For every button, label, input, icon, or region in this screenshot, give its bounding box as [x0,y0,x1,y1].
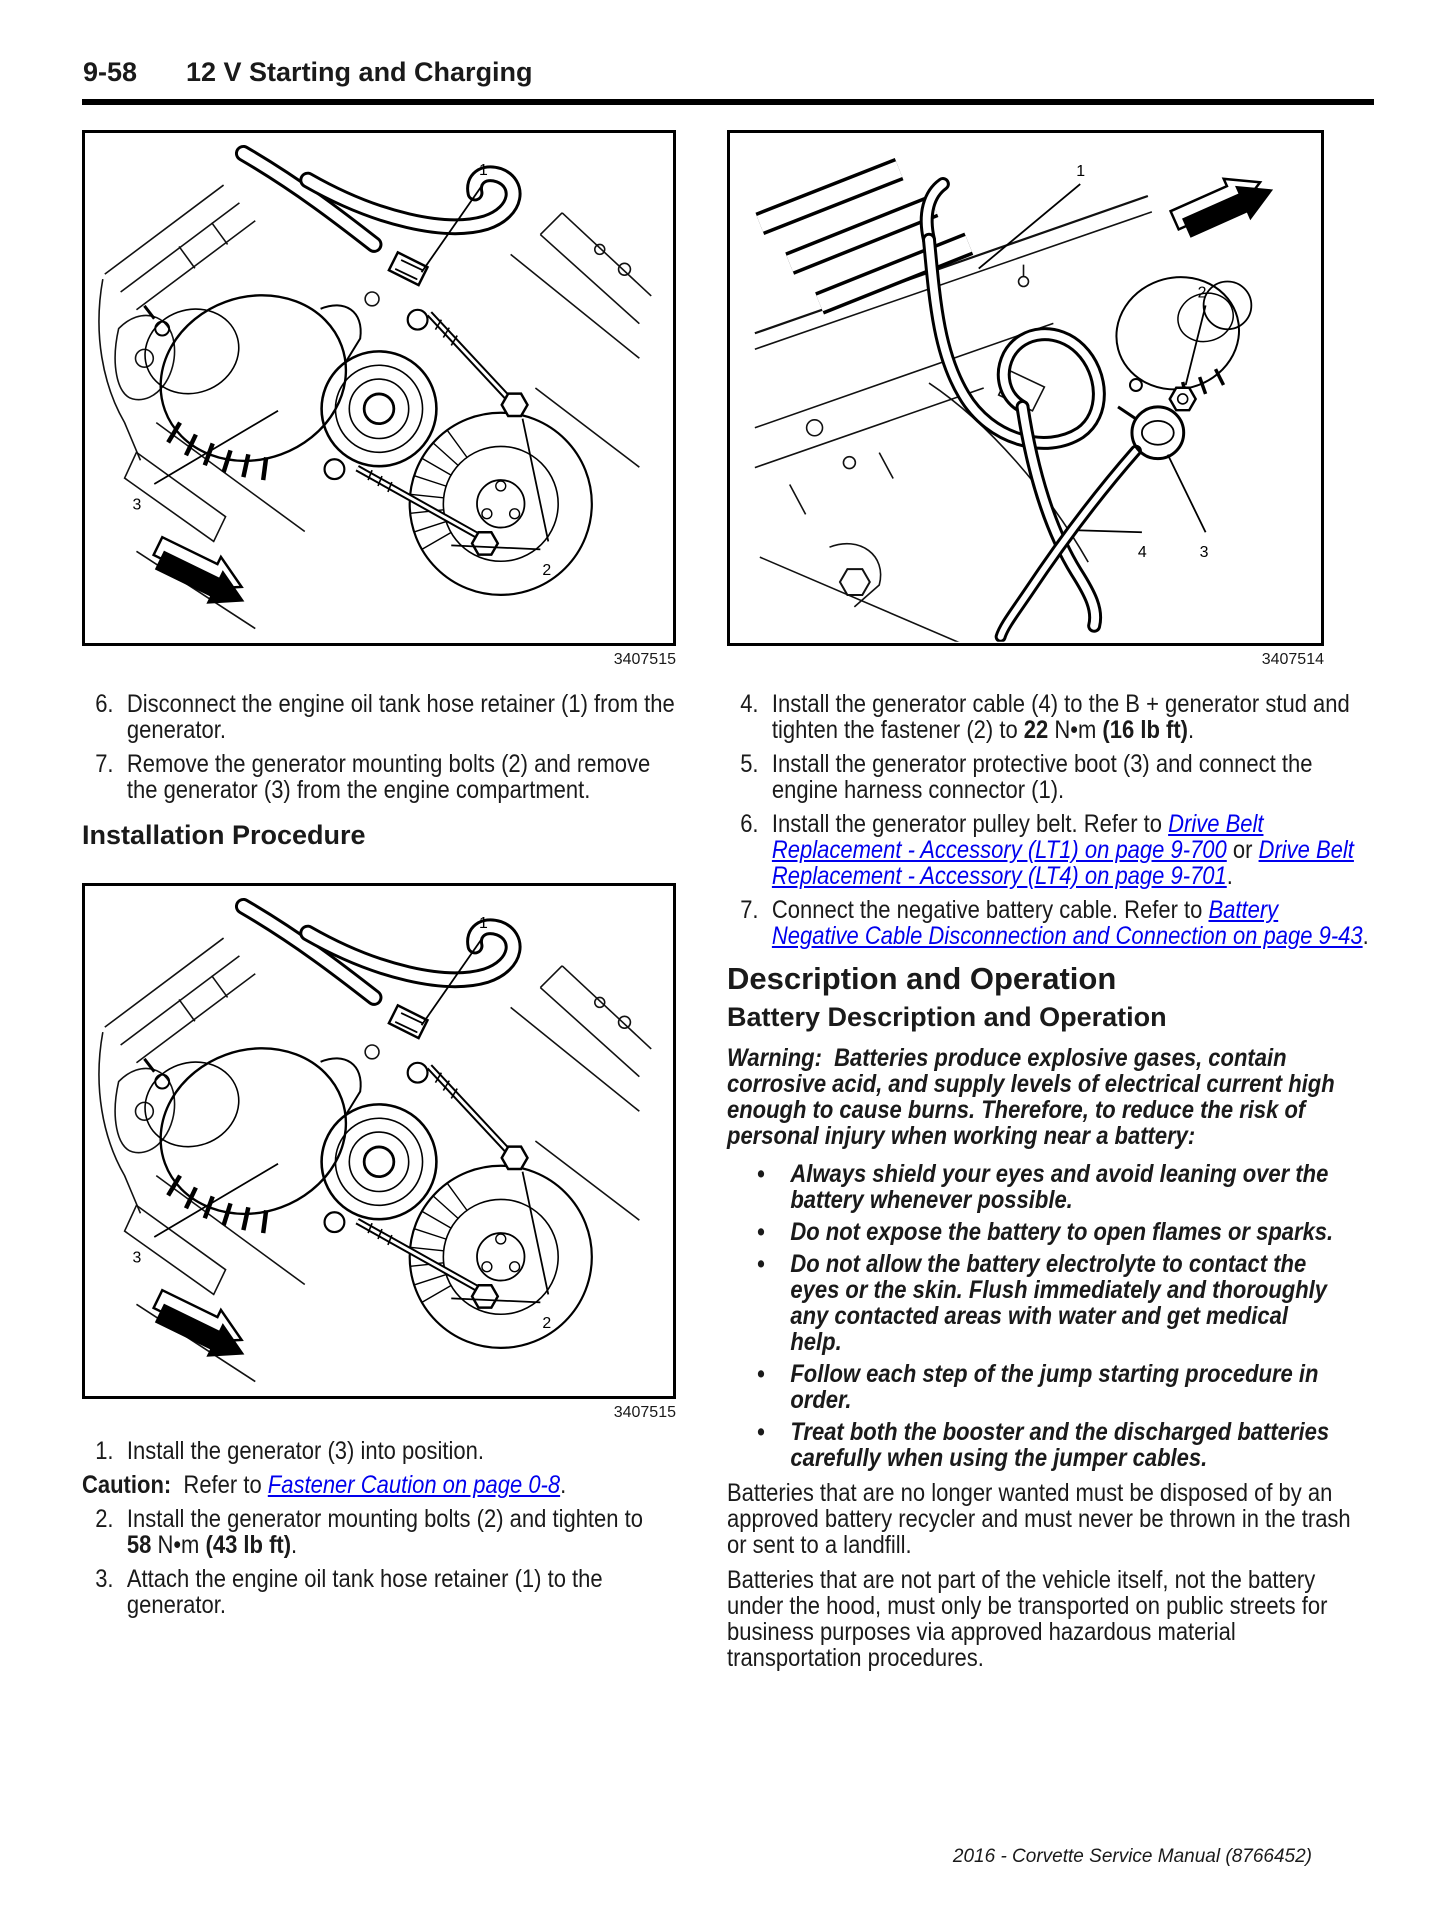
step-7 [82,751,676,803]
page-title: 12 V Starting and Charging [186,57,533,87]
figure-cable [727,130,1324,669]
text-run: Install the generator protective boot (3) and connect the engine harness connector (1). [771,750,1313,804]
step-number: 2. [95,1505,114,1533]
caution-note [82,1472,676,1498]
step-number: 3. [95,1565,114,1593]
warning-bullet: • Follow each step of the jump starting procedure in order. [727,1361,1369,1413]
step-number: 5. [740,750,759,778]
emphasized-text: (16 lb ft) [1102,716,1188,744]
generator-removal-illustration [85,133,673,643]
reference-link[interactable]: Drive Belt Replacement - Accessory (LT1) on page 9-700 [771,810,1264,864]
text-run: Refer to [171,1471,268,1499]
bullet-marker: • [756,1250,765,1278]
text-run: . [1362,922,1369,950]
generator-install-illustration [85,886,673,1396]
step-5 [727,751,1369,803]
text-run: N•m [151,1531,206,1559]
text-run: . [1187,716,1195,744]
warning-bullet: • Always shield your eyes and avoid leaning over the battery whenever possible. [727,1161,1369,1213]
step-text [127,751,676,803]
warning-bullet-list [727,1161,1369,1471]
bullet-marker: • [756,1160,765,1188]
step-text [772,691,1370,743]
step-7 [727,897,1369,949]
emphasized-text: Caution: [82,1471,172,1499]
step-number: 7. [740,896,759,924]
step-text [127,691,676,743]
figure-removal [82,130,676,669]
text-run: or [1226,836,1259,864]
figure-number: 3407514 [1261,651,1324,668]
battery-warning-text: Warning: Batteries produce explosive gases, contain corrosive acid, and supply levels of electrical current high enough to cause burns. Therefore, to reduce the risk of personal injury when working near a battery: [727,1044,1335,1150]
battery-disposal-paragraph: Batteries that are no longer wanted must be disposed of by an approved battery recycler and must never be thrown in the trash or sent to a landfill. [727,1479,1351,1559]
step-number: 6. [95,690,114,718]
bullet-marker: • [756,1218,765,1246]
bullet-marker: • [756,1360,765,1388]
figure-cable-frame [727,130,1324,646]
step-number: 1. [95,1437,114,1465]
text-run: Install the generator cable (4) to the B + generator stud and tighten the fastener (2) to [771,690,1350,744]
step-text [772,811,1370,889]
installation-steps [82,1438,676,1618]
reference-link[interactable]: Drive Belt Replacement - Accessory (LT4) on page 9-701 [771,836,1354,890]
generator-cable-illustration [730,133,1321,643]
figure-number: 3407515 [613,651,676,668]
battery-transport-paragraph: Batteries that are not part of the vehicle itself, not the battery under the hood, must only be transported on public streets for business purposes via approved hazardous material transportation procedures. [727,1566,1328,1672]
description-operation-heading: Description and Operation [727,961,1117,996]
text-run: Disconnect the engine oil tank hose retainer (1) from the generator. [126,690,675,744]
emphasized-text: (43 lb ft) [205,1531,292,1559]
warning-bullet: • Do not expose the battery to open flames or sparks. [727,1219,1369,1245]
step-text [127,1566,676,1618]
step-6 [82,691,676,743]
header-rule [82,99,1374,105]
battery-description-heading: Battery Description and Operation [727,1002,1167,1032]
emphasized-text: 58 [126,1531,152,1559]
step-text [772,897,1370,949]
text-run: . [1226,862,1233,890]
text-run: Install the generator mounting bolts (2) and tighten to [126,1505,643,1533]
step-3 [82,1566,676,1618]
text-run: Install the generator pulley belt. Refer to [771,810,1169,838]
step-6 [727,811,1369,889]
step-number: 7. [95,750,114,778]
page-number: 9-58 [83,57,138,87]
removal-steps [82,691,676,803]
step-1 [82,1438,676,1464]
figure-install-frame [82,883,676,1399]
text-run: Attach the engine oil tank hose retainer (1) to the generator. [126,1565,603,1619]
step-text [772,751,1370,803]
figure-install [82,883,676,1422]
emphasized-text: 22 [1023,716,1049,744]
text-run: Connect the negative battery cable. Refer to [771,896,1209,924]
text-run: . [291,1531,298,1559]
step-4 [727,691,1369,743]
text-run: N•m [1048,716,1103,744]
reference-link[interactable]: Battery Negative Cable Disconnection and Connection on page 9-43 [771,896,1363,950]
step-text [127,1438,676,1464]
installation-procedure-heading: Installation Procedure [82,820,366,850]
text-run: . [560,1471,567,1499]
bullet-marker: • [756,1418,765,1446]
text-run: Install the generator (3) into position. [126,1437,484,1465]
step-2 [82,1506,676,1558]
figure-removal-frame [82,130,676,646]
warning-bullet: • Treat both the booster and the discharged batteries carefully when using the jumper cables. [727,1419,1369,1471]
right-column [727,130,1369,1671]
left-column [82,130,676,1626]
cable-install-steps [727,691,1369,949]
text-run: Remove the generator mounting bolts (2) and remove the generator (3) from the engine compartment. [126,750,651,804]
reference-link[interactable]: Fastener Caution on page 0-8 [267,1471,561,1499]
step-number: 4. [740,690,759,718]
figure-number: 3407515 [613,1404,676,1421]
warning-bullet: • Do not allow the battery electrolyte to contact the eyes or the skin. Flush immediately and thoroughly any contacted areas with water and get medical help. [727,1251,1369,1355]
step-text [127,1506,676,1558]
footer-text: 2016 - Corvette Service Manual (8766452) [952,1846,1312,1867]
step-number: 6. [740,810,759,838]
